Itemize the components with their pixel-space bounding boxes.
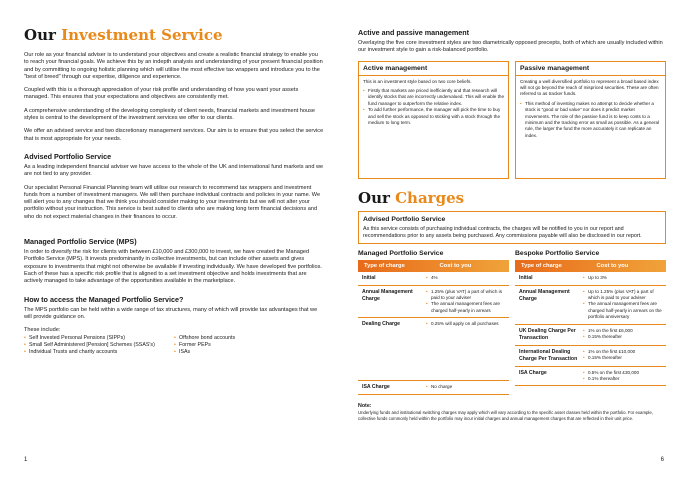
advised-service-heading: Advised Portfolio Service (24, 151, 112, 161)
list-item: • Self Invested Personal Pensions (SIPPs) (24, 335, 174, 342)
list-item: • Firstly that markets are priced inefficiently and that research will identify stocks that are incorrectly undervalued. This will enable the fund manager to outperform the relative index. (363, 88, 504, 107)
mps-heading: Managed Portfolio Service (MPS) (24, 237, 137, 247)
include-label: These include: (24, 327, 61, 334)
intro-paragraph: Our role as your financial adviser is to understand your objectives and create a realistic financial strategy to enable you to reach your financial goals. We achieve this by an indepth analysis and understanding of your present financial position and by committing to ongoing holistic planning which will utilise the most effective tax wrappers and introduce you to the "best of breed" through our expertise, diligence and experience. (24, 52, 323, 80)
note-heading: Note: (358, 403, 372, 410)
intro-paragraph: A comprehensive understanding of the developing complexity of client needs, financial markets and investment house styles is central to the development of the investment services we offer to our clients. (24, 107, 316, 122)
advised-paragraph: Our specialist Personal Financial Planning team will utilise our research to recommend tax wrappers and investment funds from a number of investment managers. We will then purchase individual contracts and policies in your name. We will alert you to any changes that we think you should consider making to your investments but we will not alter your portfolio without your instruction. This service is best suited to clients who are making long term financial decisions and who do not expect material changes in their finances to occur. (24, 184, 321, 220)
mps-charges-table (358, 260, 509, 396)
column-header-type: Type of charge (521, 262, 562, 269)
list-item: • Former PEPs (174, 342, 324, 349)
management-boxes (358, 61, 666, 179)
table-row: International Dealing Charge Per Transaction • 1% on the first £10,000 • 0.15% thereafter (515, 346, 666, 367)
table-row: Annual Management Charge • Up to 1.25% (plus VAT) a part of which is paid to your adviser • The annual management fees are charged half-yearly in arrears on the portfolio anniversary (515, 286, 666, 325)
charges-note (358, 403, 666, 422)
passive-management-title: Passive management (516, 62, 665, 76)
mps-table-title: Managed Portfolio Service (358, 249, 444, 257)
table-header (515, 260, 666, 272)
bps-charges-table (515, 260, 666, 396)
table-row: Annual Management Charge • 1.25% (plus VAT) a part of which is paid to your adviser • The annual management fees are charged half-yearly in arrears (358, 286, 509, 319)
column-header-cost: Cost to you (439, 262, 472, 269)
active-management-title: Active management (359, 62, 508, 76)
charges-tables (358, 260, 666, 396)
page-number: 1 (24, 457, 28, 463)
tax-structures-list (24, 335, 324, 356)
list-item: • To add further performance, the manager will pick the time to buy and sell the stock as opposed to sticking with a stock through the medium to long term. (363, 107, 504, 126)
intro-paragraph: Coupled with this is a thorough appreciation of your risk profile and understanding of how you want your assets managed. This ensures that your expectations and objectives are consistently met. (24, 87, 299, 101)
investment-service-title: Our Investment Service (24, 26, 223, 44)
table-row: ISA Charge • 0.5% on the first £30,000 • 0.1% thereafter (515, 367, 666, 387)
passive-management-box (515, 61, 666, 179)
column-header-type: Type of charge (364, 262, 405, 269)
list-item: • Individual Trusts and charity accounts (24, 349, 174, 356)
advised-paragraph: As a leading independent financial adviser we have access to the whole of the UK and international fund markets and we are not tied to any provider. (24, 163, 324, 178)
bps-table-title: Bespoke Portfolio Service (515, 249, 600, 257)
table-row: ISA Charge • No charge (358, 381, 509, 395)
how-to-access-paragraph: The MPS portfolio can be held within a wide range of tax structures, many of which will provide tax advantages that we will provide guidance on. (24, 306, 318, 320)
column-header-cost: Cost to you (596, 262, 629, 269)
active-passive-paragraph: Overlaying the five core investment styles are two diametrically opposed precepts, both of which are usually included within our investment style to gain a risk-balanced portfolio. (358, 40, 663, 54)
box-intro: This is an investment style based on two core beliefs. (363, 78, 472, 84)
mps-paragraph: In order to diversify the risk for clients with between £10,000 and £300,000 to invest, we have created the Managed Portfolio Service (MPS). It invests predominantly in collective investments, but can include other assets and gives exposure to investments that might not otherwise be available if investing individually. We have developed five portfolios. Each of these has a specific risk profile that is aligned to a set investment objective and holds investments that are actively managed to take advantage of the opportunities available in the marketplace. (24, 249, 322, 285)
page-number: 6 (660, 457, 664, 463)
intro-paragraph: We offer an advised service and two discretionary management services. Our aim is to ensure that you select the service that is most appropriate for your needs. (24, 128, 324, 142)
table-row: Dealing Charge • 0.25% will apply on all purchases (358, 318, 509, 381)
active-management-box (358, 61, 509, 179)
advised-charges-box (358, 211, 666, 244)
note-text: Underlying funds and institutional switching charges may apply which will vary according to the specific asset classes held within the portfolio. For example, collective funds commonly held within the portfolio may incur initial charges and annual management charges that are reflected in their unit price. (358, 410, 653, 422)
list-item: • Small Self Administered [Pension] Schemes (SSAS's) (24, 342, 174, 349)
how-to-access-heading: How to access the Managed Portfolio Service? (24, 294, 184, 304)
table-header (358, 260, 509, 272)
table-row: Initial • 4% (358, 272, 509, 286)
right-page (340, 0, 680, 479)
charges-title: Our Charges (358, 188, 465, 207)
list-item: • ISAs (174, 349, 324, 356)
box-intro: Creating a well diversified portfolio to represent a broad based index will not go beyond the reach of mispriced securities. These are often referred to as tracker funds. (520, 78, 659, 97)
list-item: • This method of investing makes no attempt to decide whether a stock is "good or bad value" nor does it predict market movements. The role of the passive fund is to keep costs to a minimum and the tracking error as small as possible. As a general rule, the larger the fund the more accurately it can replicate an index. (520, 101, 661, 139)
table-row: UK Dealing Charge Per Transaction • 1% on the first £6,000 • 0.15% thereafter (515, 325, 666, 346)
list-item: • Offshore bond accounts (174, 335, 324, 342)
active-passive-heading: Active and passive management (358, 28, 470, 37)
table-row: Initial • Up to 3% (515, 272, 666, 286)
advised-charges-heading: Advised Portfolio Service (363, 215, 446, 223)
advised-charges-paragraph: As this service consists of purchasing individual contracts, the charges will be notified to you in our report and recommendations prior to any assets being purchased. Any commissions payable will also be disclosed in our report. (363, 225, 642, 239)
